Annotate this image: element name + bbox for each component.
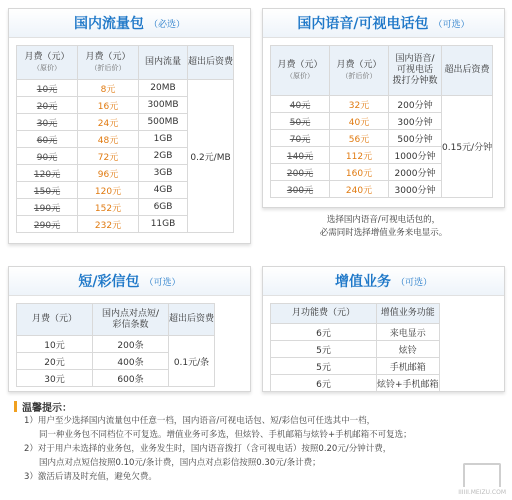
table-row (17, 80, 234, 97)
orig-price: 200元 (271, 164, 330, 181)
sms-fee: 10元 (17, 336, 93, 353)
voice-package-header (263, 9, 504, 38)
overage-rate: 0.1元/条 (169, 336, 215, 387)
vas-feature: 炫铃+手机邮箱 (377, 375, 440, 392)
sms-package-header (9, 267, 250, 296)
voice-minutes: 500分钟 (389, 130, 442, 147)
data-amount: 300MB (139, 97, 188, 114)
col-sms-count: 国内点对点短/ 彩信条数 (93, 304, 169, 336)
disc-price: 96元 (78, 165, 139, 182)
tip-line: 2）对于用户未选择的业务包，业务发生时，国内语音拨打（含可视电话）按照0.20元/分钟计费， (24, 444, 392, 454)
sms-package-card (8, 266, 251, 392)
disc-price: 40元 (330, 113, 389, 130)
sms-fee: 20元 (17, 353, 93, 370)
disc-price: 56元 (330, 130, 389, 147)
disc-price: 8元 (78, 80, 139, 97)
voice-package-title: 国内语音/可视电话包 (297, 16, 429, 32)
tip-line: 同一种业务包不同档位不可复选。增值业务可多选，但炫铃、手机邮箱与炫铃+手机邮箱不可复选； (39, 430, 412, 440)
disc-price: 72元 (78, 148, 139, 165)
data-amount: 4GB (139, 182, 188, 199)
tips-section (14, 399, 454, 484)
voice-package-note (262, 214, 505, 240)
col-vas-feature: 增值业务功能 (377, 304, 440, 324)
data-package-subtitle: （必选） (148, 19, 185, 30)
table-row (271, 358, 440, 375)
orig-price: 150元 (17, 182, 78, 199)
col-monthly-fee: 月功能费（元） (271, 304, 377, 324)
tips-title (14, 399, 454, 414)
sms-count: 400条 (93, 353, 169, 370)
orig-price: 120元 (17, 165, 78, 182)
sms-count: 200条 (93, 336, 169, 353)
voice-package-card (262, 8, 505, 208)
col-voice-minutes: 国内语音/ 可视电话 拨打分钟数 (389, 46, 442, 96)
watermark-text: IIIIII.MEIZU.COM (458, 489, 506, 496)
table-row (17, 336, 215, 353)
vas-fee: 6元 (271, 375, 377, 392)
table-row (271, 96, 493, 113)
vas-fee: 5元 (271, 341, 377, 358)
disc-price: 232元 (78, 216, 139, 233)
sms-fee: 30元 (17, 370, 93, 387)
tips-title-text: 温馨提示： (22, 403, 72, 414)
col-disc-price: 月费（元） （折后价） (330, 46, 389, 96)
voice-minutes: 2000分钟 (389, 164, 442, 181)
watermark-logo-icon (463, 463, 501, 487)
voice-note-line-1: 选择国内语音/可视电话包的， (326, 215, 441, 225)
overage-rate: 0.15元/分钟 (442, 96, 493, 198)
col-overage: 超出后资费 (169, 304, 215, 336)
disc-price: 240元 (330, 181, 389, 198)
orig-price: 290元 (17, 216, 78, 233)
orig-price: 70元 (271, 130, 330, 147)
disc-price: 152元 (78, 199, 139, 216)
table-row (271, 324, 440, 341)
tip-line: 国内点对点短信按照0.10元/条计费，国内点对点彩信按照0.30元/条计费； (39, 458, 321, 468)
sms-package-subtitle: （可选） (144, 277, 181, 288)
data-amount: 2GB (139, 148, 188, 165)
data-amount: 20MB (139, 80, 188, 97)
vas-package-subtitle: （可选） (395, 277, 432, 288)
vas-fee: 6元 (271, 324, 377, 341)
table-row (271, 375, 440, 392)
col-disc-price: 月费（元） （折后价） (78, 46, 139, 80)
disc-price: 32元 (330, 96, 389, 113)
voice-note-line-2: 必需同时选择增值业务来电显示。 (319, 228, 448, 238)
vas-feature: 来电显示 (377, 324, 440, 341)
disc-price: 16元 (78, 97, 139, 114)
vas-package-header (263, 267, 504, 296)
orig-price: 20元 (17, 97, 78, 114)
col-fee: 月费（元） (17, 304, 93, 336)
orig-price: 60元 (17, 131, 78, 148)
orig-price: 30元 (17, 114, 78, 131)
data-package-card (8, 8, 251, 244)
voice-minutes: 1000分钟 (389, 147, 442, 164)
data-amount: 500MB (139, 114, 188, 131)
data-amount: 1GB (139, 131, 188, 148)
disc-price: 24元 (78, 114, 139, 131)
data-package-title: 国内流量包 (73, 16, 144, 32)
overage-rate: 0.2元/MB (188, 80, 234, 233)
vas-fee: 5元 (271, 358, 377, 375)
tips-marker-icon (14, 401, 17, 412)
vas-package-card (262, 266, 505, 392)
data-package-header (9, 9, 250, 38)
disc-price: 112元 (330, 147, 389, 164)
orig-price: 50元 (271, 113, 330, 130)
data-amount: 6GB (139, 199, 188, 216)
disc-price: 160元 (330, 164, 389, 181)
voice-minutes: 200分钟 (389, 96, 442, 113)
orig-price: 10元 (17, 80, 78, 97)
voice-package-table (270, 45, 493, 198)
col-orig-price: 月费（元） （原价） (17, 46, 78, 80)
voice-package-subtitle: （可选） (433, 19, 470, 30)
col-data-amount: 国内流量 (139, 46, 188, 80)
data-amount: 11GB (139, 216, 188, 233)
tip-line: 1）用户至少选择国内流量包中任意一档，国内语音/可视电话包、短/彩信包可任选其中一档， (24, 416, 376, 426)
orig-price: 40元 (271, 96, 330, 113)
orig-price: 190元 (17, 199, 78, 216)
voice-minutes: 3000分钟 (389, 181, 442, 198)
orig-price: 300元 (271, 181, 330, 198)
watermark (458, 463, 506, 496)
col-overage: 超出后资费 (188, 46, 234, 80)
col-orig-price: 月费（元） （原价） (271, 46, 330, 96)
data-amount: 3GB (139, 165, 188, 182)
orig-price: 140元 (271, 147, 330, 164)
voice-minutes: 300分钟 (389, 113, 442, 130)
table-row (271, 341, 440, 358)
sms-package-table (16, 303, 215, 387)
col-overage: 超出后资费 (442, 46, 493, 96)
vas-feature: 手机邮箱 (377, 358, 440, 375)
disc-price: 120元 (78, 182, 139, 199)
sms-count: 600条 (93, 370, 169, 387)
vas-package-table (270, 303, 440, 392)
data-package-table (16, 45, 234, 233)
tip-line: 3）激活后请及时充值，避免欠费。 (24, 472, 157, 482)
sms-package-title: 短/彩信包 (78, 274, 140, 290)
vas-feature: 炫铃 (377, 341, 440, 358)
orig-price: 90元 (17, 148, 78, 165)
vas-package-title: 增值业务 (334, 274, 391, 290)
disc-price: 48元 (78, 131, 139, 148)
